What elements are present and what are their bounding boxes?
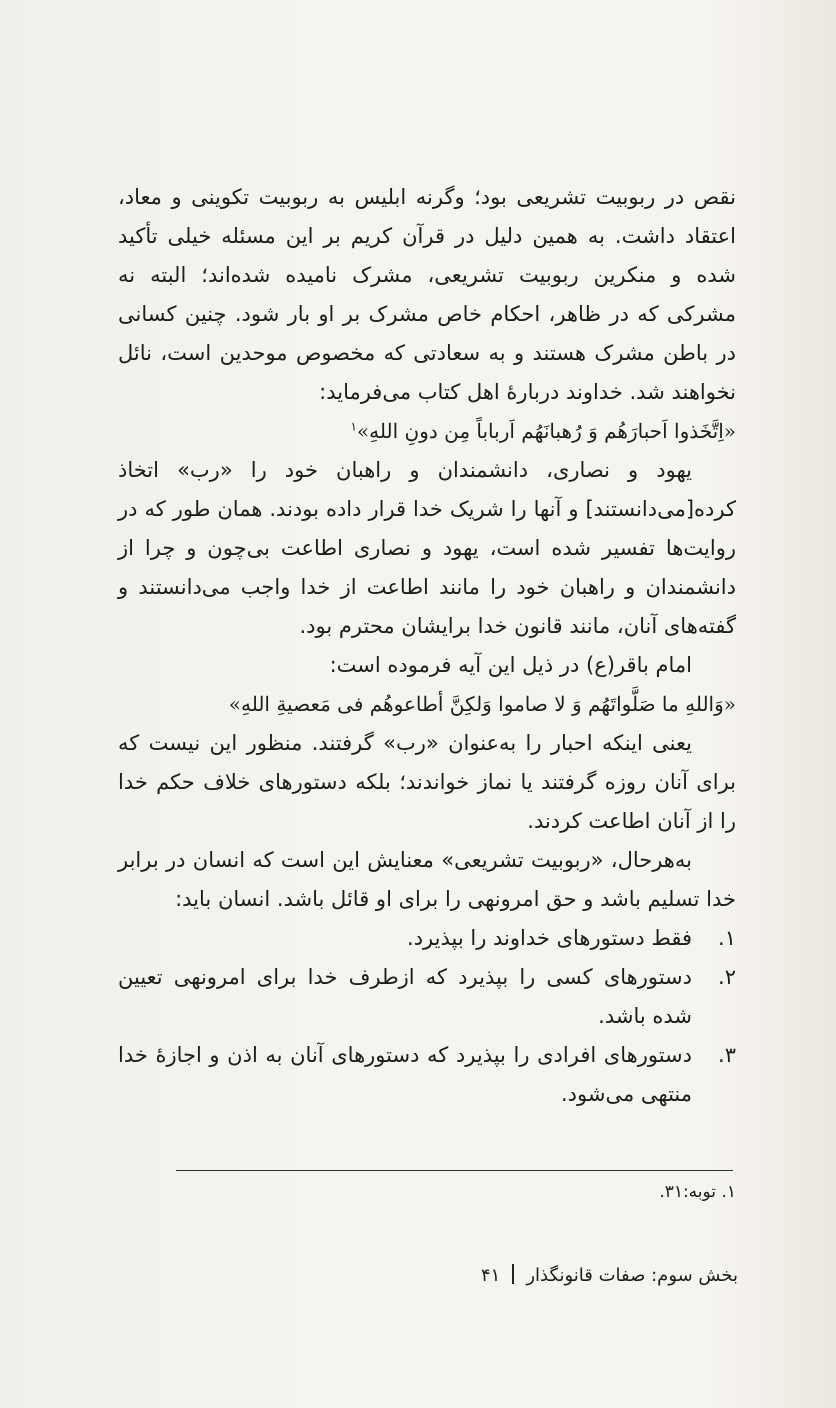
- main-text: [118, 178, 736, 1114]
- list-text: دستورهای افرادی را بپذیرد که دستورهای آنان به اذن و اجازهٔ خدا منتهی می‌شود.: [118, 1043, 692, 1106]
- list-number: ۳.: [718, 1043, 736, 1067]
- list-number: ۱.: [718, 926, 736, 950]
- paragraph-2: یهود و نصاری، دانشمندان و راهبان خود را «رب» اتخاذ کرده[می‌دانستند] و آنها را شریک خدا قرار داده بودند. همان طور که در روایت‌ها تفسیر شده است، یهود و نصاری اطاعت بی‌چون و چرا از دانشمندان و راهبان خود را مانند اطاعت از خدا واجب می‌دانستند و گفته‌های آنان، مانند قانون خدا برایشان محترم بود.: [118, 458, 736, 638]
- list-item: [118, 919, 736, 958]
- hadith-quote: «وَاللهِ ما صَلَّواتَهُم وَ لا صاموا وَلکِنَّ أطاعوهُم فی مَعصیةِ اللهِ»: [228, 692, 736, 716]
- list-number: ۲.: [718, 965, 736, 989]
- page-footer: [481, 1264, 738, 1286]
- paragraph-3: امام باقر(ع) در ذیل این آیه فرموده است:: [329, 653, 692, 677]
- page-number: ۴۱: [481, 1265, 501, 1286]
- footnote: ۱. توبه:۳۱.: [659, 1182, 736, 1202]
- list-item: [118, 958, 736, 1036]
- paragraph-4: یعنی اینکه احبار را به‌عنوان «رب» گرفتند. منظور این نیست که برای آنان روزه گرفتند یا نماز خواندند؛ بلکه دستورهای خلاف حکم خدا را از آنان اطاعت کردند.: [118, 731, 736, 833]
- verse-text: «اِتَّخَذوا اَحبارَهُم وَ رُهبانَهُم اَرباباً مِن دونِ اللهِ»: [356, 419, 736, 443]
- footer-separator: [512, 1264, 514, 1284]
- paragraph-5: به‌هرحال، «ربوبیت تشریعی» معنایش این است که انسان در برابر خدا تسلیم باشد و حق امرونهی را برای او قائل باشد. انسان باید:: [118, 848, 736, 911]
- list-text: فقط دستورهای خداوند را بپذیرد.: [407, 926, 692, 950]
- quran-verse: [118, 412, 736, 451]
- footnote-marker: ۱: [350, 419, 357, 434]
- list-item: [118, 1036, 736, 1114]
- paragraph-1: نقص در ربوبیت تشریعی بود؛ وگرنه ابلیس به ربوبیت تکوینی و معاد، اعتقاد داشت. به همین دلیل در قرآن کریم بر این مسئله خیلی تأکید شده و منکرین ربوبیت تشریعی، مشرک نامیده شده‌اند؛ البته نه مشرکی که در ظاهر، احکام خاص مشرک بر او بار شود. چنین کسانی در باطن مشرک هستند و به سعادتی که مخصوص موحدین است، نائل نخواهند شد. خداوند دربارهٔ اهل کتاب می‌فرماید:: [118, 185, 736, 404]
- list-text: دستورهای کسی را بپذیرد که ازطرف خدا برای امرونهی تعیین شده باشد.: [118, 965, 692, 1028]
- footnote-divider: [176, 1170, 733, 1171]
- section-title: بخش سوم: صفات قانونگذار: [526, 1265, 738, 1286]
